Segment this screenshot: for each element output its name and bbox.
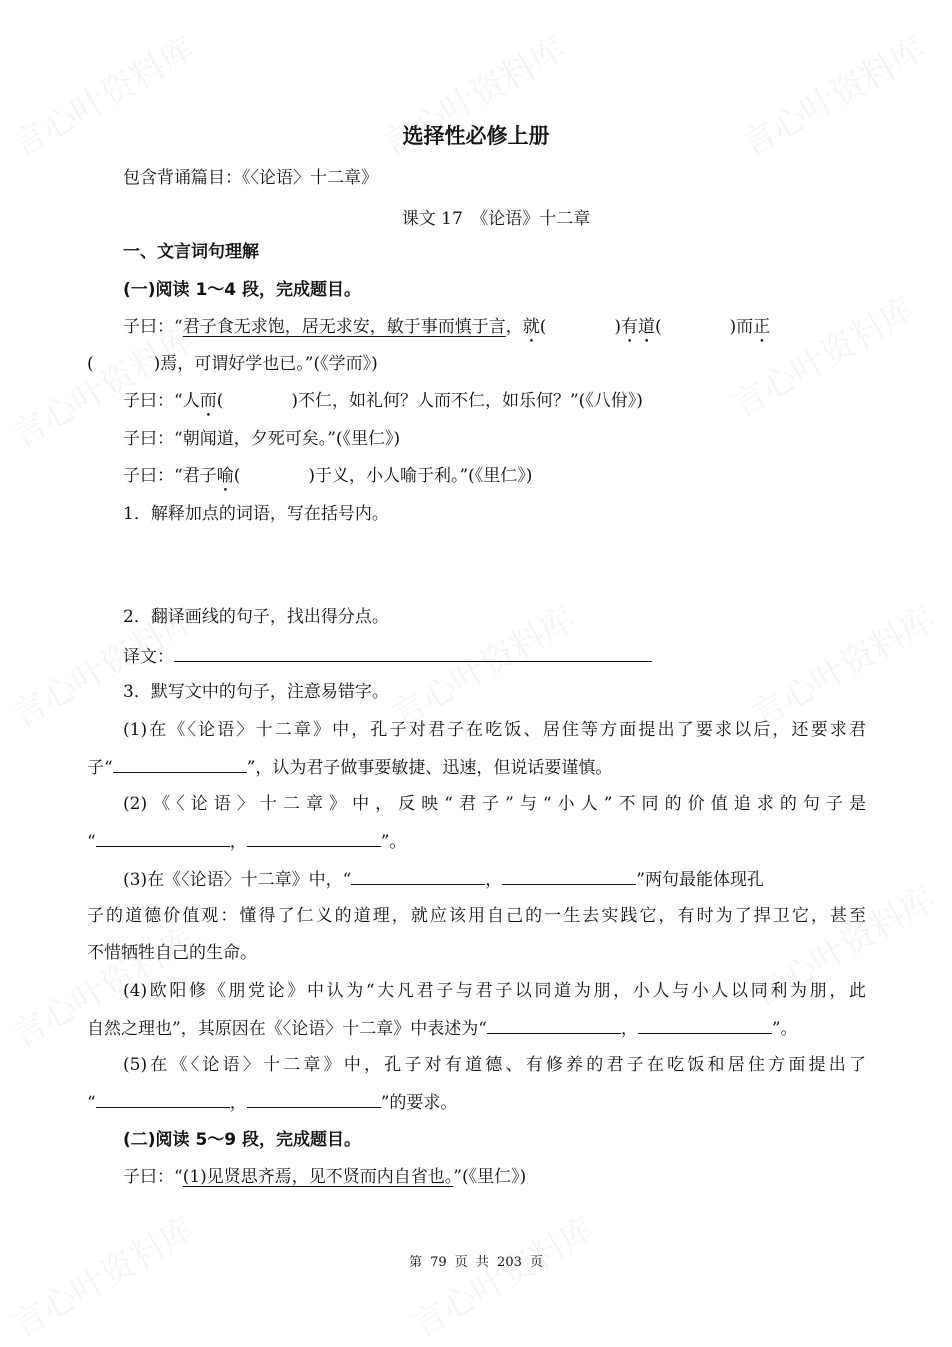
question-3-4: (4)欧阳修《朋党论》中认为“大凡君子与君子以同道为朋，小人与小人以同利为朋，此 [123, 981, 866, 1001]
underlined-sentence: 君子食无求饱，居无求安，敏于事而慎于言 [182, 317, 506, 337]
lesson-heading: 课文 17 《论语》十二章 [401, 209, 591, 229]
question-3-2: (2)《〈论语〉十二章》中，反映“君子”与“小人”不同的价值追求的句子是 [123, 794, 866, 814]
page-title: 选择性必修上册 [402, 124, 550, 148]
recite-note: 包含背诵篇目：《〈论语〉十二章》 [123, 168, 378, 188]
watermark [1, 1202, 202, 1346]
answer-blank[interactable] [487, 1017, 621, 1034]
question-3-5-cont: “ ， ”的要求。 [87, 1093, 458, 1113]
question-3-1-cont: 子“ ”，认为君子做事要敏捷、迅速，但说话要谨慎。 [87, 758, 613, 778]
question-3-3-cont: 子的道德价值观：懂得了仁义的道理，就应该用自己的一生去实践它，有时为了捍卫它，甚至 [87, 906, 866, 926]
question-2: 2．翻译画线的句子，找出得分点。 [123, 607, 389, 627]
question-3-5: (5)在《〈论语〉十二章》中，孔子对有道德、有修养的君子在吃饭和居住方面提出了 [123, 1055, 866, 1075]
question-3: 3．默写文中的句子，注意易错字。 [123, 682, 389, 702]
answer-blank[interactable] [351, 868, 485, 885]
passage-line: 子曰：“君子喻( )于义，小人喻于利。”(《里仁》) [123, 466, 533, 486]
passage-line: 子曰：“君子食无求饱，居无求安，敏于事而慎于言，就( )有道( )而正 [123, 317, 771, 337]
watermark [741, 592, 942, 736]
answer-blank[interactable] [113, 756, 247, 773]
section-heading: 一、文言词句理解 [123, 242, 259, 262]
answer-blank[interactable] [247, 1091, 381, 1108]
answer-blank[interactable] [96, 1091, 230, 1108]
page-number: 第 79 页 共 203 页 [408, 1255, 544, 1270]
underlined-sentence: (1)见贤思齐焉，见不贤而内自省也。 [182, 1167, 454, 1187]
question-3-3-cont: 不惜牺牲自己的生命。 [87, 943, 257, 963]
answer-blank[interactable] [502, 868, 636, 885]
part-heading: (二)阅读 5～9 段，完成题目。 [123, 1130, 362, 1150]
passage-line: 子曰：“人而( )不仁，如礼何？人而不仁，如乐何？”(《八佾》) [123, 391, 643, 411]
question-3-3: (3)在《〈论语〉十二章》中，“ ， ”两句最能体现孔 [123, 870, 764, 890]
answer-blank[interactable] [247, 830, 381, 847]
translation-row: 译文： [123, 645, 652, 668]
passage-line: 子曰：“(1)见贤思齐焉，见不贤而内自省也。”(《里仁》) [123, 1167, 527, 1187]
passage-line: 子曰：“朝闻道，夕死可矣。”(《里仁》) [123, 429, 401, 449]
answer-blank[interactable] [96, 830, 230, 847]
answer-blank[interactable] [638, 1017, 772, 1034]
question-1: 1．解释加点的词语，写在括号内。 [123, 504, 389, 524]
question-3-2-cont: “ ， ”。 [87, 832, 407, 852]
watermark [401, 1202, 602, 1346]
part-heading: (一)阅读 1～4 段，完成题目。 [123, 280, 362, 300]
watermark [721, 282, 922, 426]
question-3-1: (1)在《〈论语〉十二章》中，孔子对君子在吃饭、居住等方面提出了要求以后，还要求君 [123, 720, 866, 740]
passage-line: ( )焉，可谓好学也已。”(《学而》) [87, 354, 378, 374]
translation-blank[interactable] [174, 645, 652, 662]
question-3-4-cont: 自然之理也”，其原因在《〈论语〉十二章》中表述为“ ， ”。 [87, 1019, 798, 1039]
